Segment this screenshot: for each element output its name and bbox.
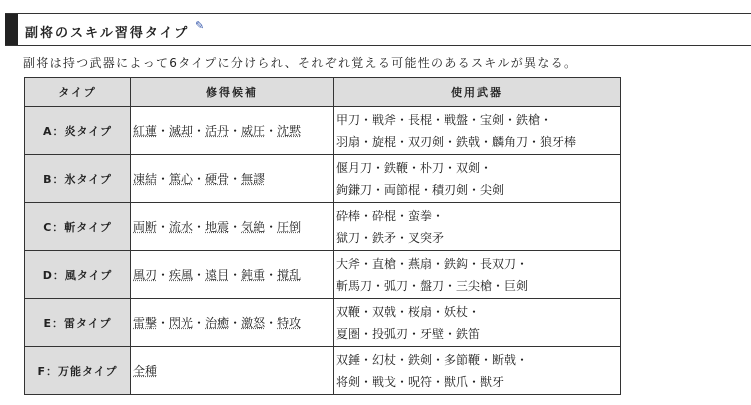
skills-cell: [131, 107, 334, 155]
skills-cell: [131, 347, 334, 395]
skill-link[interactable]: 閃光: [169, 316, 194, 330]
separator: ・: [193, 172, 206, 186]
weapons-cell: [334, 203, 621, 251]
skill-link[interactable]: 雷撃: [133, 316, 158, 330]
pencil-icon[interactable]: ✎: [195, 19, 205, 32]
section-title: 副将のスキル習得タイプ: [25, 26, 190, 41]
separator: ・: [265, 316, 278, 330]
type-cell: D：風タイプ: [25, 251, 131, 299]
section-header: [5, 13, 751, 46]
skills-cell: [131, 299, 334, 347]
weapons-cell: [334, 299, 621, 347]
weapons-cell: [334, 107, 621, 155]
skill-link[interactable]: 流水: [169, 220, 194, 234]
type-cell: B：氷タイプ: [25, 155, 131, 203]
skill-link[interactable]: 激怒: [241, 316, 266, 330]
skill-link[interactable]: 篤心: [169, 172, 194, 186]
type-cell: C：斬タイプ: [25, 203, 131, 251]
intro-text: 副将は持つ武器によって6タイプに分けられ、それぞれ覚える可能性のあるスキルが異なる。: [23, 56, 578, 70]
skill-link[interactable]: 風刃: [133, 268, 158, 282]
skill-link[interactable]: 硬骨: [205, 172, 230, 186]
skill-link[interactable]: 無謬: [241, 172, 266, 186]
skill-link[interactable]: 威圧: [241, 124, 266, 138]
skill-link[interactable]: 両断: [133, 220, 158, 234]
separator: ・: [193, 124, 206, 138]
weapons-line: 斬馬刀・弧刀・盤刀・三尖槍・巨剣: [336, 278, 529, 293]
header-accent-bar: [5, 14, 18, 45]
separator: ・: [157, 268, 170, 282]
skill-link[interactable]: 圧倒: [277, 220, 302, 234]
skill-link[interactable]: 治癒: [205, 316, 230, 330]
skill-link[interactable]: 鈍重: [241, 268, 266, 282]
separator: ・: [229, 220, 242, 234]
separator: ・: [193, 316, 206, 330]
skill-link[interactable]: 凍結: [133, 172, 158, 186]
type-cell: E：雷タイプ: [25, 299, 131, 347]
separator: ・: [193, 220, 206, 234]
skills-cell: [131, 155, 334, 203]
table-row: [25, 251, 621, 299]
weapons-line: 甲刀・戦斧・長棍・戦盤・宝剣・鉄槍・: [336, 112, 553, 127]
separator: ・: [265, 220, 278, 234]
type-cell: A：炎タイプ: [25, 107, 131, 155]
skill-link[interactable]: 滅却: [169, 124, 194, 138]
skill-link[interactable]: 遠目: [205, 268, 230, 282]
type-cell: F：万能タイプ: [25, 347, 131, 395]
separator: ・: [229, 268, 242, 282]
weapons-line: 将剣・戦戈・呪符・獣爪・獣牙: [336, 374, 505, 389]
weapons-cell: [334, 155, 621, 203]
weapons-line: 偃月刀・鉄鞭・朴刀・双剣・: [336, 160, 493, 175]
weapons-line: 砕棒・砕棍・蛮拳・: [336, 208, 445, 223]
table-row: [25, 347, 621, 395]
skills-cell: [131, 251, 334, 299]
header-skills: 修得候補: [131, 78, 334, 107]
header-weapons: 使用武器: [334, 78, 621, 107]
skill-link[interactable]: 疾風: [169, 268, 194, 282]
table-row: [25, 299, 621, 347]
skill-link[interactable]: 特攻: [277, 316, 302, 330]
weapons-line: 双錘・幻杖・鉄剣・多節鞭・断戟・: [336, 352, 529, 367]
separator: ・: [193, 268, 206, 282]
header-type: タイプ: [25, 78, 131, 107]
separator: ・: [265, 268, 278, 282]
weapons-line: 獄刀・鉄矛・叉突矛: [336, 230, 445, 245]
table-row: [25, 107, 621, 155]
separator: ・: [229, 124, 242, 138]
skill-link[interactable]: 気絶: [241, 220, 266, 234]
skill-link[interactable]: 撹乱: [277, 268, 302, 282]
table-row: [25, 203, 621, 251]
weapons-line: 羽扇・旋棍・双刃剣・鉄戟・麟角刀・狼牙棒: [336, 134, 577, 149]
weapons-cell: [334, 347, 621, 395]
skill-link[interactable]: 紅蓮: [133, 124, 158, 138]
skill-link[interactable]: 活丹: [205, 124, 230, 138]
separator: ・: [229, 316, 242, 330]
weapons-line: 双鞭・双戟・桜扇・妖杖・: [336, 304, 481, 319]
skill-type-table: [24, 77, 621, 395]
weapons-line: 夏圏・投弧刃・牙壁・鉄笛: [336, 326, 481, 341]
separator: ・: [265, 124, 278, 138]
separator: ・: [157, 220, 170, 234]
table-row: [25, 155, 621, 203]
separator: ・: [157, 172, 170, 186]
separator: ・: [157, 124, 170, 138]
skill-link[interactable]: 沈黙: [277, 124, 302, 138]
separator: ・: [157, 316, 170, 330]
skill-link[interactable]: 地震: [205, 220, 230, 234]
weapons-cell: [334, 251, 621, 299]
skill-link[interactable]: 全種: [133, 364, 158, 378]
weapons-line: 鉤鎌刀・両節棍・積刃剣・尖剣: [336, 182, 505, 197]
weapons-line: 大斧・直槍・燕扇・鉄鈎・長双刀・: [336, 256, 529, 271]
skills-cell: [131, 203, 334, 251]
separator: ・: [229, 172, 242, 186]
